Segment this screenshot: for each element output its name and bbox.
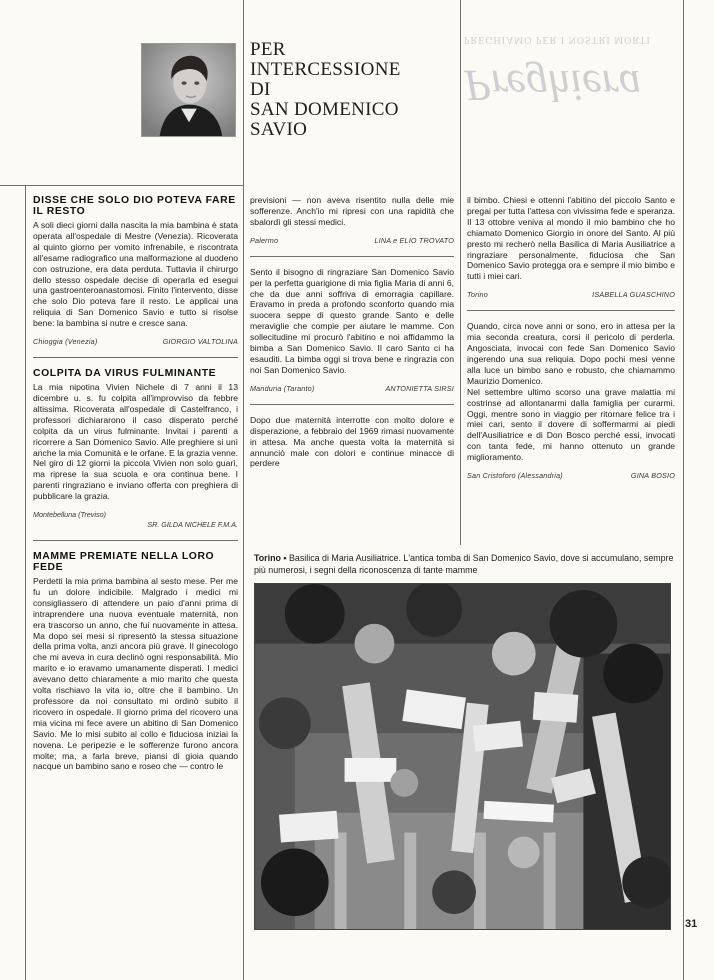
letter-signature [33,337,238,347]
letter-body: A soli dieci giorni dalla nascita la mia bambina è stata operata all'ospedale di Mestre (Venezia). Ricoverata al quinto giorno per vomito infrenabile, e riscontrata all'esame radiografico una malformazione al duodeno con ostruzione, era data perduta. Tuttavia il chirurgo dello stesso ospedale decise di operarla ed esegui una gastroenteroanastomosi. Finito l'intervento, disse che solo Dio poteva fare il resto. Le applicai una reliquia di San Domenico Savio e tutto si risolse bene: la bambina si nutre e cresce sana. [33,220,238,329]
column-rule-1 [243,0,244,980]
show-through-line: Preghiera [464,61,641,110]
letter-body: Quando, circa nove anni or sono, ero in attesa per la mia seconda creatura, corsi il pericolo di perderla. Angosciata, invocai con fede San Domenico Savio ingerendo una sua reliquia. Dopo pochi mesi venne alla luce un bimbo sano e robusto, che chiamammo Maurizio Domenico. [467,321,675,386]
letter-signature [467,471,675,481]
letter-body: previsioni — non aveva risentito nulla delle mie sofferenze. Anch'io mi ripresi con una rapidità che sbalordì gli stessi medici. [250,195,454,227]
section-divider [250,256,454,257]
column-3 [467,195,675,491]
section-divider [33,540,238,541]
header-rule [0,185,243,186]
letter-body: Sento il bisogno di ringraziare San Domenico Savio per la perfetta guarigione di mia figlia Maria di anni 6, che da due anni soffriva di emorragia capillare. Eravamo in preda a profondo sconforto quando mia suocera seppe di questo grande Santo e delle meraviglie che compie per aiutare le mamme. Con sollecitudine mi procurò l'abitino e noi affidammo la bimba a San Domenico Savio. Il caro Santo ci ha esauditi. La bimba oggi si trova bene e ringrazia con noi San Domenico Savio. [250,266,454,375]
section-divider [467,310,675,311]
letter-body: Perdetti la mia prima bambina al sesto mese. Per me fu un dolore indicibile. Malgrado i medici mi consigliassero di attendere un paio d'anni prima di intraprendere una nuova eventuale maternità, non era trascorso un anno, che fui nuovamente in attesa. Ma dopo sei mesi si ripresentò la stessa situazione della prima volta, anzi ancora più grave. Il ginecologo che mi aveva in cura declinò ogni responsabilità. Mio marito e io eravamo umanamente disperati. I medici avevano detto chiaramente a mio marito che questa volta rischiavo la vita io, oltre che il bambino. Un professore da noi consultato mi ordinò subito il ricovero in ospedale. Il giorno prima del ricovero una mia vicina mi fece avere un abitino di San Domenico Savio. Me lo misi subito al collo e fiduciosa iniziai la novena. Le peripezie e le sofferenze furono ancora molte; ma, a farla breve, piansi di gioia quando nacque un bambino sano e roseo che — contro le [33,576,238,772]
left-margin-rule [25,185,26,980]
letter-body: La mia nipotina Vivien Nichele di 7 anni il 13 dicembre u. s. fu colpita all'improvviso da febbre altissima. Ricoverata all'ospedale di Castelfranco, i professori dichiararono il caso disperato perché colpita da un virus fulminante. Invitai i parenti a ricorrere a San Domenico Savio. Alle preghiere si unì anche la mia Comunità e le orfane. E la grazia venne. Nel giro di 12 giorni la piccola Vivien non solo guarì, ma riprese la sua scuola e ora continua bene. I parenti ringraziano e inviano offerta con preghiera di pubblicare la grazia. [33,382,238,502]
signature-name: LINA e ELIO TROVATO [374,235,454,245]
feature-title [250,40,450,140]
title-line: INTERCESSIONE [250,59,401,80]
signature-place: Chioggia (Venezia) [33,337,98,347]
signature-place: Manduria (Taranto) [250,383,315,393]
page-number: 31 [685,918,698,930]
letter-signature [250,384,454,394]
letter-body: Nel settembre ultimo scorso una grave malattia mi costrinse ad allontanarmi dalla famiglia per curarmi. Oggi, mentre sono in viaggio per ritornare felice tra i miei cari, sento il dovere di soffermarmi ai piedi dell'Ausiliatrice e di Don Bosco perché essi, invocati con tanta fede, mi hanno ottenuto un grande miglioramento. [467,386,675,463]
signature-name: ISABELLA GUASCHINO [592,290,675,300]
letter-body: il bimbo. Chiesi e ottenni l'abitino del piccolo Santo e pregai per tutta l'attesa con vivissima fede e speranza. Il 13 ottobre veniva al mondo il mio bambino che ho chiamato Domenico Giorgio in onore del Santo. Al più presto mi recherò nella Basilica di Maria Ausiliatrice a ringraziare personalmente, fiduciosa che San Domenico Savio protegga ora e sempre il mio bimbo e tutti i miei cari. [467,195,675,282]
signature-name: GIORGIO VALTOLINA [162,337,238,347]
column-1 [33,195,238,780]
caption-text: Basilica di Maria Ausiliatrice. L'antica tomba di San Domenico Savio, dove si accumulano, sempre più numerosi, i segni della riconoscenza di tante mamme [254,553,674,575]
portrait-photo [141,43,236,137]
show-through-text [462,20,700,175]
tomb-photo [254,583,671,930]
letter-signature [467,290,675,300]
column-2 [250,195,454,477]
letter-signature [250,236,454,246]
column-rule-2 [460,0,461,545]
signature-place: Torino [467,290,488,300]
title-line: SAN DOMENICO [250,99,399,120]
letter-body: Dopo due maternità interrotte con molto dolore e disperazione, a febbraio del 1969 rimasi nuovamente in attesa. Ma anche questa volta la maternità si annunciò male con dolori e continue minacce di perdere [250,414,454,469]
section-divider [33,357,238,358]
letter-signature [33,510,238,530]
title-line: PER [250,39,286,60]
signature-place: Montebelluna (Treviso) [33,510,106,520]
letter-heading: COLPITA DA VIRUS FULMINANTE [33,368,217,380]
letter-heading: MAMME PREMIATE NELLA LORO FEDE [33,551,215,574]
title-line: SAVIO [250,119,308,140]
letter-heading: DISSE CHE SOLO DIO POTEVA FARE IL RESTO [33,195,236,217]
tomb-image [255,584,670,929]
signature-name: ANTONIETTA SIRSI [385,383,454,393]
signature-place: Palermo [250,235,279,245]
photo-caption: Torino • Basilica di Maria Ausiliatrice. L'antica tomba di San Domenico Savio, dove si accumulano, sempre più numerosi, i segni della riconoscenza di tante mamme [254,553,674,575]
signature-place: San Cristoforo (Alessandria) [467,471,563,481]
title-line: DI [250,79,271,100]
portrait-image [142,44,235,136]
show-through-line: PREGHIAMO PER I NOSTRI MORTI [464,34,651,45]
signature-name: GINA BOSIO [630,471,675,481]
signature-name: SR. GILDA NICHELE F.M.A. [147,520,238,530]
caption-city: Torino [254,553,281,563]
section-divider [250,404,454,405]
